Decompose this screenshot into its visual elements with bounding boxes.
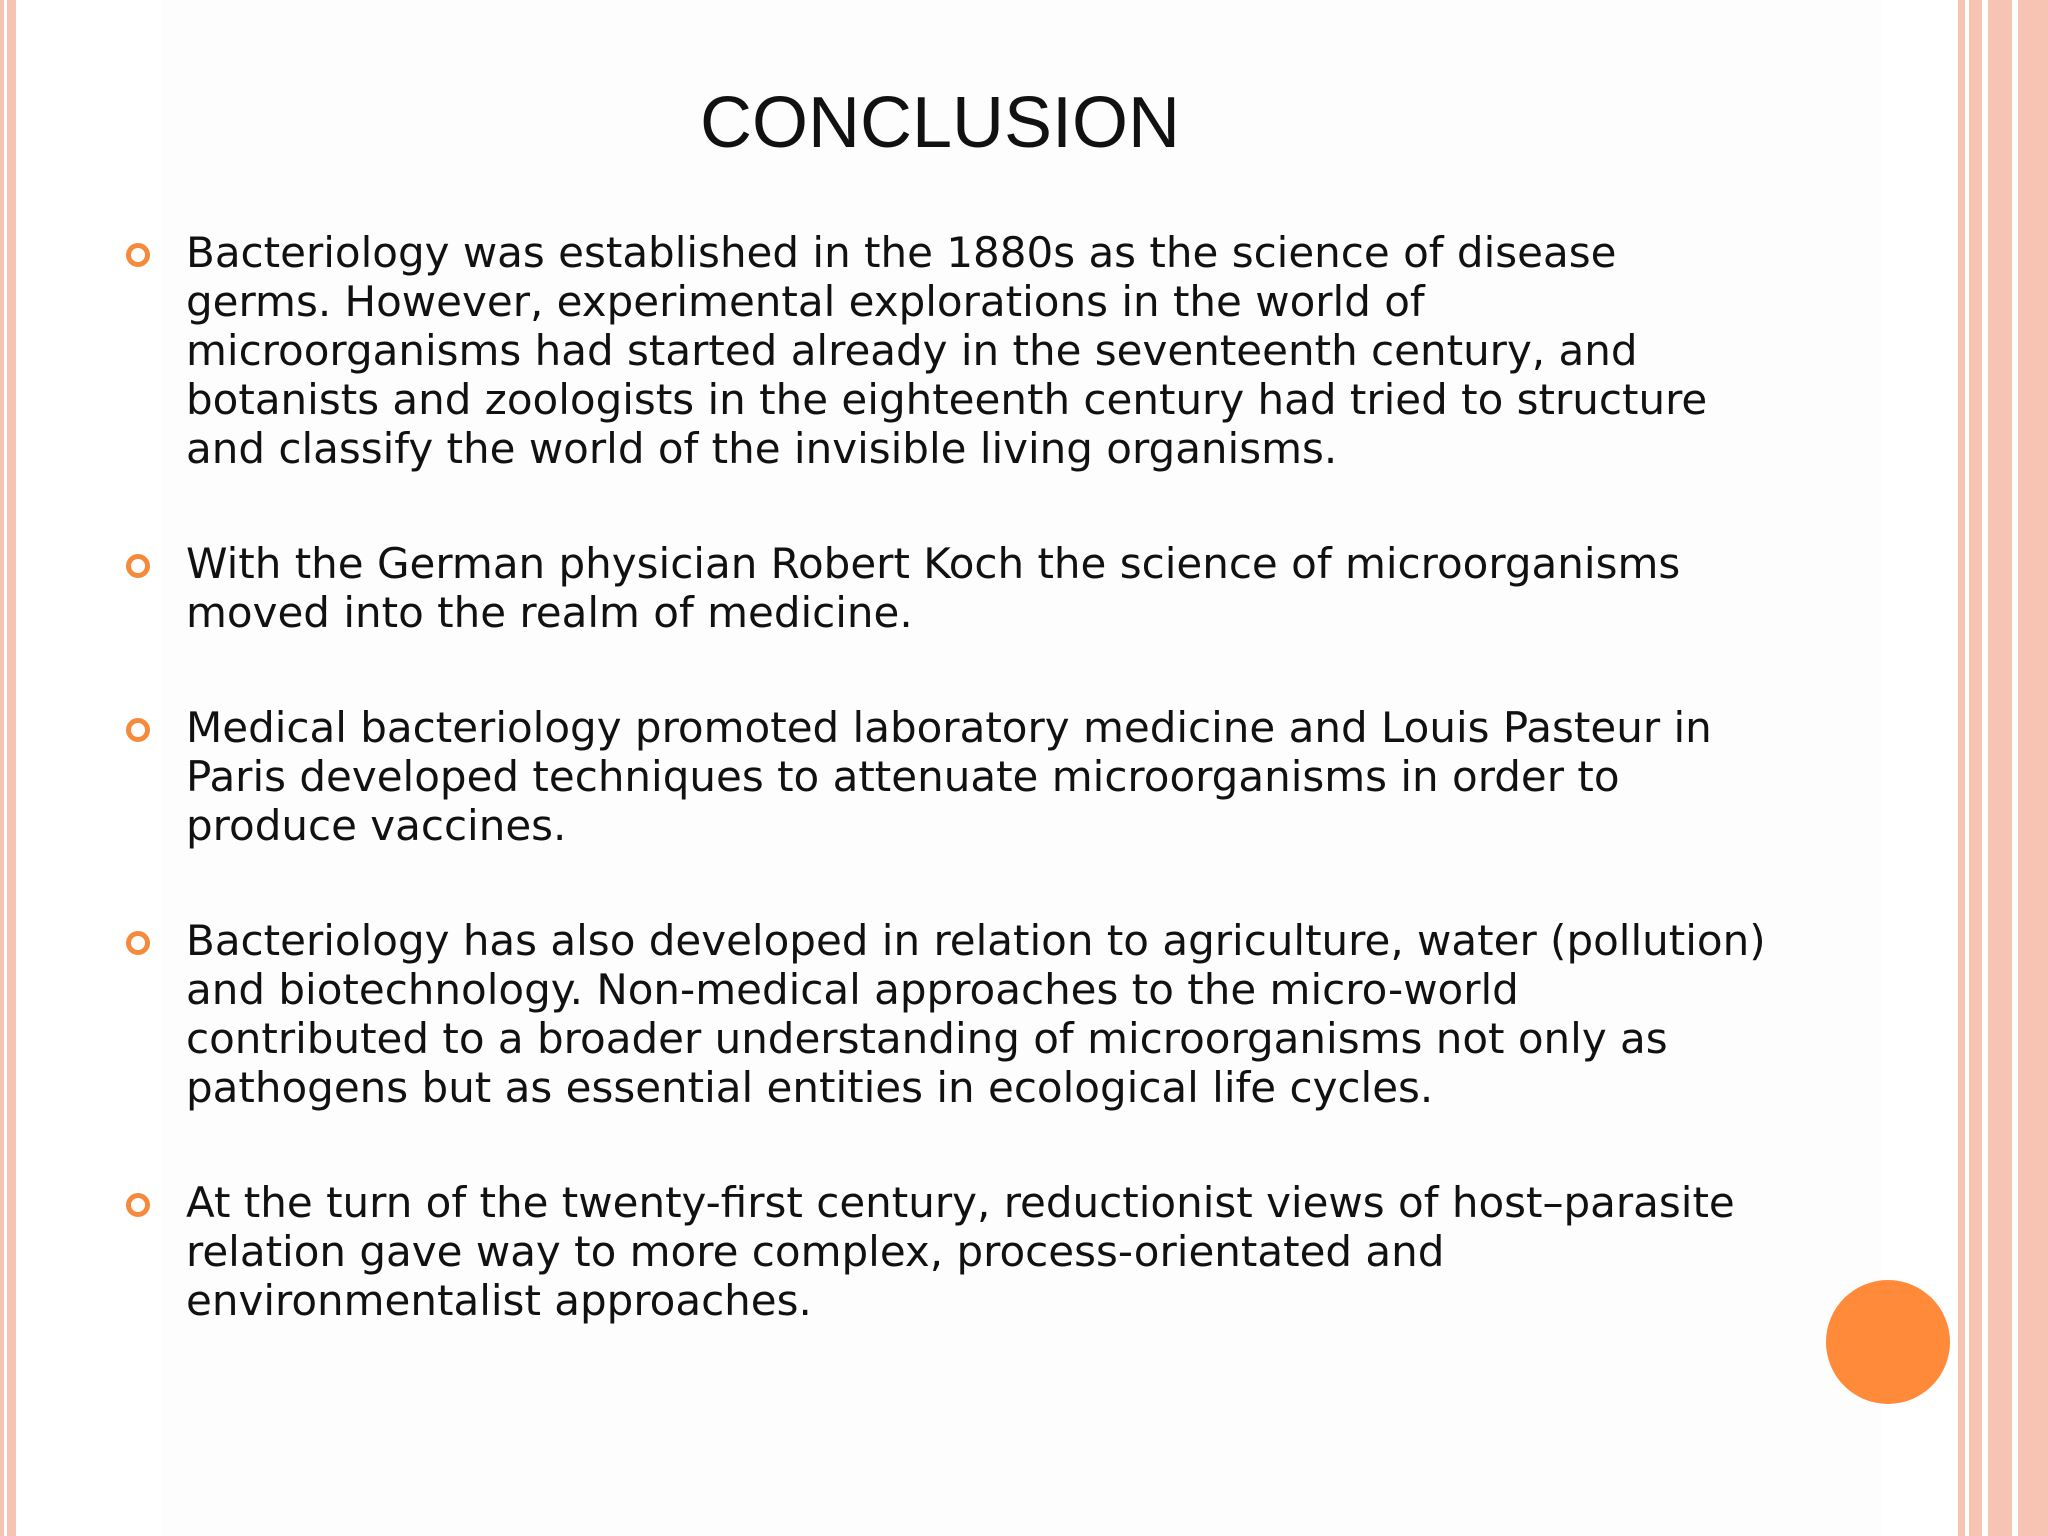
slide-title: CONCLUSION bbox=[699, 83, 1181, 163]
left-border-decoration bbox=[0, 0, 16, 1536]
bullet-circle-icon bbox=[126, 931, 150, 955]
bullet-circle-icon bbox=[126, 718, 150, 742]
bullet-item bbox=[126, 916, 1766, 1112]
bullet-text: Bacteriology was established in the 1880s as the science of disease germs. However, experimental explorations in the world of microorganisms had started already in the seventeenth century, and botanists and zoologists in the eighteenth century had tried to structure and classify the world of the invisible living organisms. bbox=[186, 228, 1708, 473]
bullet-item bbox=[126, 228, 1766, 473]
bullet-item bbox=[126, 539, 1766, 637]
bullet-circle-icon bbox=[126, 243, 150, 267]
bullet-text: Bacteriology has also developed in relation to agriculture, water (pollution) and biotechnology. Non-medical approaches to the micro-world contributed to a broader understanding of microorganisms not only as pathogens but as essential entities in ecological life cycles. bbox=[186, 916, 1766, 1112]
bullet-text: With the German physician Robert Koch the science of microorganisms moved into the realm of medicine. bbox=[186, 539, 1681, 637]
orange-circle-decoration bbox=[1826, 1280, 1950, 1404]
bullet-text: At the turn of the twenty-first century, reductionist views of host–parasite relation gave way to more complex, process-orientated and environmentalist approaches. bbox=[186, 1178, 1735, 1325]
bullet-item bbox=[126, 703, 1766, 850]
right-border-decoration bbox=[1958, 0, 2048, 1536]
bullet-item bbox=[126, 1178, 1766, 1325]
bullet-circle-icon bbox=[126, 554, 150, 578]
bullet-circle-icon bbox=[126, 1193, 150, 1217]
bullet-text: Medical bacteriology promoted laboratory medicine and Louis Pasteur in Paris developed techniques to attenuate microorganisms in order to produce vaccines. bbox=[186, 703, 1712, 850]
bullet-list bbox=[126, 228, 1766, 1391]
